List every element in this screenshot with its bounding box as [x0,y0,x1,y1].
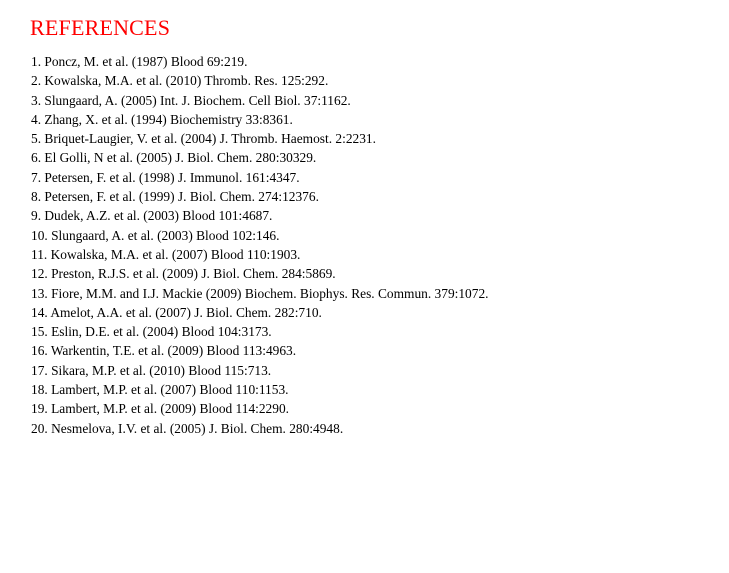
reference-item: 18. Lambert, M.P. et al. (2007) Blood 110:1153. [31,382,289,398]
reference-item: 19. Lambert, M.P. et al. (2009) Blood 114:2290. [31,401,289,417]
reference-item: 6. El Golli, N et al. (2005) J. Biol. Chem. 280:30329. [31,150,317,166]
reference-item: 14. Amelot, A.A. et al. (2007) J. Biol. Chem. 282:710. [31,304,322,320]
reference-list [31,52,489,438]
reference-item: 2. Kowalska, M.A. et al. (2010) Thromb. Res. 125:292. [31,73,329,89]
reference-item: 7. Petersen, F. et al. (1998) J. Immunol. 161:4347. [31,169,300,185]
references-heading: REFERENCES [30,15,171,40]
reference-item: 11. Kowalska, M.A. et al. (2007) Blood 110:1903. [31,246,301,262]
reference-item: 17. Sikara, M.P. et al. (2010) Blood 115:713. [31,362,272,378]
reference-item: 15. Eslin, D.E. et al. (2004) Blood 104:3173. [31,324,272,340]
reference-item: 16. Warkentin, T.E. et al. (2009) Blood 113:4963. [31,343,297,359]
reference-item: 9. Dudek, A.Z. et al. (2003) Blood 101:4687. [31,208,273,224]
reference-item: 5. Briquet-Laugier, V. et al. (2004) J. Thromb. Haemost. 2:2231. [31,131,376,147]
reference-item: 1. Poncz, M. et al. (1987) Blood 69:219. [31,54,248,69]
reference-item: 12. Preston, R.J.S. et al. (2009) J. Biol. Chem. 284:5869. [31,266,336,282]
reference-item: 10. Slungaard, A. et al. (2003) Blood 102:146. [31,227,280,243]
reference-item: 4. Zhang, X. et al. (1994) Biochemistry 33:8361. [31,111,293,127]
reference-item: 13. Fiore, M.M. and I.J. Mackie (2009) Biochem. Biophys. Res. Commun. 379:1072. [31,285,489,301]
reference-item: 3. Slungaard, A. (2005) Int. J. Biochem. Cell Biol. 37:1162. [31,92,351,108]
reference-item: 20. Nesmelova, I.V. et al. (2005) J. Biol. Chem. 280:4948. [31,420,344,436]
reference-item: 8. Petersen, F. et al. (1999) J. Biol. Chem. 274:12376. [31,189,319,205]
